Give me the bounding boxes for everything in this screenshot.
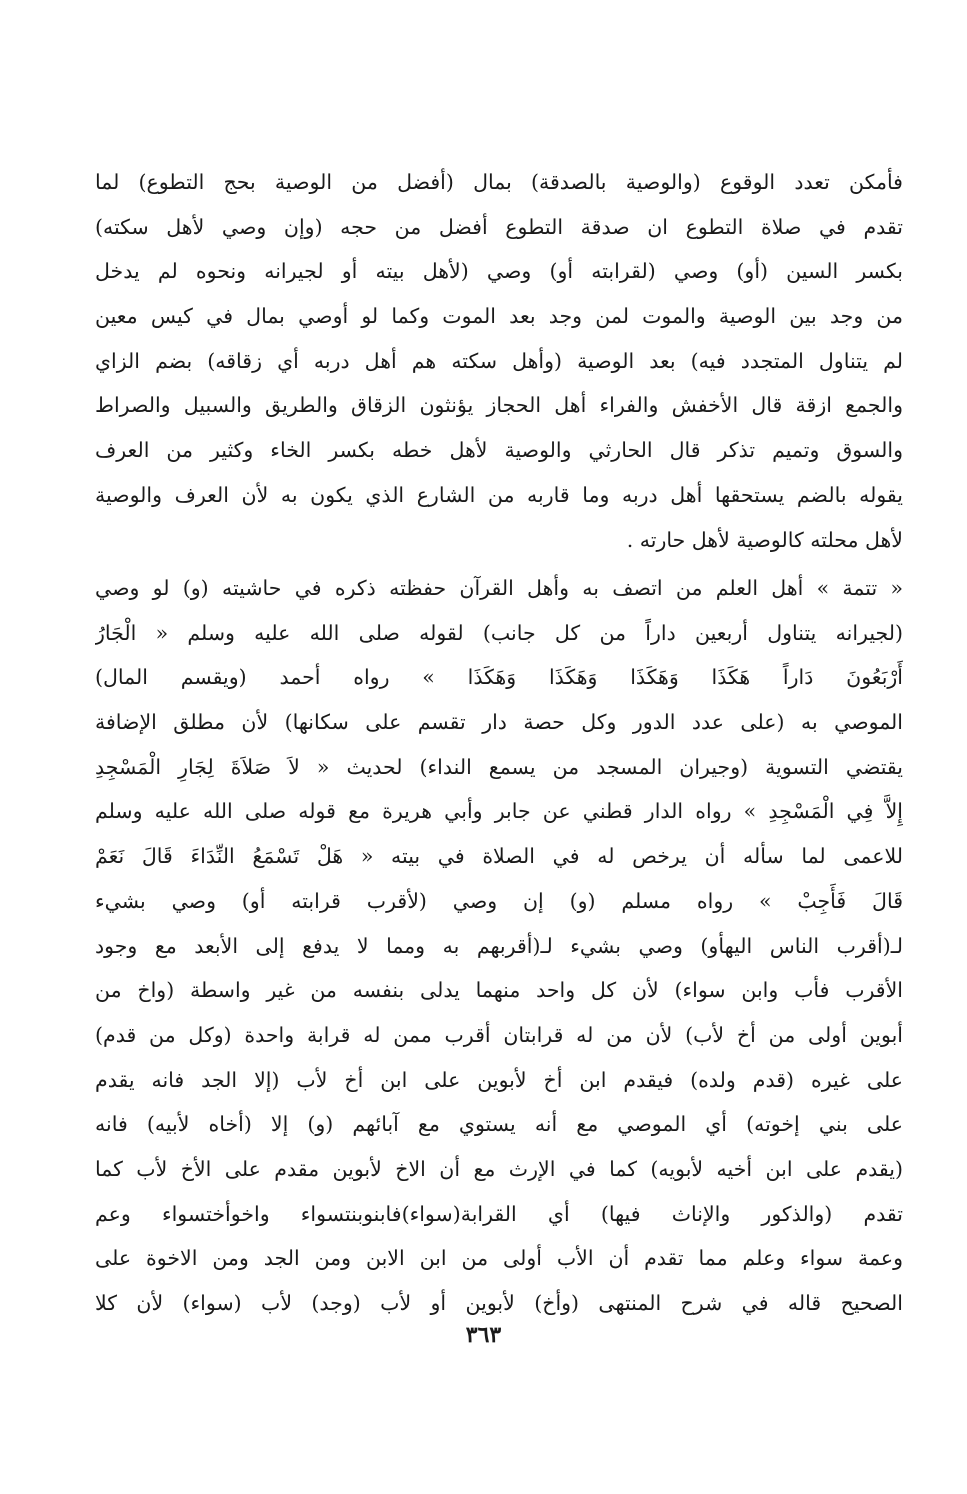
text-line: لم يتناول المتجدد فيه) بعد الوصية (وأهل سكته هم أهل دربه أي زقاقه) بضم الزاي: [95, 348, 903, 373]
text-line: على بني إخوته) أي الموصي مع أنه يستوي مع آبائهم (و) إلا (أخاه لأبيه) فانه: [95, 1112, 903, 1137]
text-line: فأمكن تعدد الوقوع (والوصية بالصدقة) بمال (أفضل من الوصية بحج التطوع) لما: [95, 170, 903, 194]
text-line: تقدم في صلاة التطوع ان صدقة التطوع أفضل من حجه (وإن وصي لأهل سكته): [95, 214, 903, 239]
text-line: يقوله بالضم يستحقها أهل دربه وما قاربه من الشارع الذي يكون به لأن العرف والوصية: [95, 482, 903, 507]
text-line: والجمع ازقة قال الأخفش والفراء أهل الحجاز يؤنثون الزقاق والطريق والسبيل والصراط: [95, 393, 903, 418]
text-line: (يقدم على ابن أخيه لأبويه) كما في الإرث مع أن الاخ لأبوين مقدم على الأخ لأب كما: [95, 1156, 903, 1181]
text-line: والسوق وتميم تذكر قال الحارثي والوصية لأهل خطه بكسر الخاء وكثير من العرف: [95, 438, 903, 463]
text-line: (لجيرانه يتناول أربعين داراً من كل جانب) لقوله صلى الله عليه وسلم « الْجَارُ: [95, 620, 903, 645]
text-line: الصحيح قاله في شرح المنتهى (وأخ) لأبوين أو لأب (وجد) لأب (سواء) لأن كلا: [95, 1291, 903, 1315]
text-line: لـ(أقرب الناس اليهأو) وصي بشيء لـ(أقربهم به ومما لا يدفع إلى الأبعد مع وجود: [95, 933, 903, 958]
text-line: الموصي به (على عدد الدور وكل حصة دار تقسم على سكانها) لأن مطلق الإضافة: [95, 710, 903, 735]
text-line: أبوين أولى من أخ لأب) لأن من له قرابتان أقرب ممن له قرابة واحدة (وكل من قدم): [95, 1022, 903, 1047]
text-line: للاعمى لما سأله أن يرخص له في الصلاة في بيته « هَلْ تَسْمَعُ النِّدَاءَ قَالَ نَعَمْ: [95, 844, 903, 869]
text-line: أَرْبَعُونَ دَاراً هَكَذَا وَهَكَذَا وَهَكَذَا وَهَكَذَا » رواه أحمد (ويقسم المال): [95, 665, 903, 690]
paragraph-will-charity: [95, 160, 903, 562]
text-line: من وجد بين الوصية والموت لمن وجد بعد الموت وكما لو أوصي بمال في كيس معين: [95, 304, 903, 329]
text-line: الأقرب فأب وابن سواء) لأن كل واحد منهما يدلى بنفسه من غير واسطة (واخ من: [95, 978, 903, 1003]
text-line: إِلاَّ فِي الْمَسْجِدِ » رواه الدار قطني عن جابر وأبي هريرة مع قوله صلى الله عليه وسلم: [95, 799, 903, 824]
text-line: يقتضي التسوية (وجيران المسجد من يسمع النداء) لحديث « لاَ صَلاَةَ لِجَارِ الْمَسْجِدِ: [95, 754, 903, 779]
page-number: ٣٦٣: [465, 1322, 502, 1348]
paragraph-supplement: [95, 566, 903, 1326]
text-line: بكسر السين (أو) وصي (لقرابته أو) وصي (لأهل بيته أو لجيرانه ونحوه لم يدخل: [95, 259, 903, 284]
text-line: لأهل محلته كالوصية لأهل حارته .: [626, 527, 903, 552]
text-line: وعمة سواء وعلم مما تقدم أن الأب أولى من ابن الابن ومن الجد ومن الاخوة على: [95, 1246, 903, 1271]
text-line: « تتمة » أهل العلم من اتصف به وأهل القرآن حفظته ذكره في حاشيته (و) لو وصي: [95, 576, 903, 600]
text-line: على غيره (قدم ولده) فيقدم ابن أخ لأبوين على ابن أخ لأب (إلا الجد فانه يقدم: [95, 1067, 903, 1092]
text-line: قَالَ فَأَجِبْ » رواه مسلم (و) إن وصي (لأقرب قرابته أو) وصي بشيء: [95, 888, 903, 913]
text-line: تقدم (والذكور والإناث فيها) أي القرابة(سواء)فابنوبنتسواء واخوأختسواء وعم: [95, 1201, 903, 1226]
